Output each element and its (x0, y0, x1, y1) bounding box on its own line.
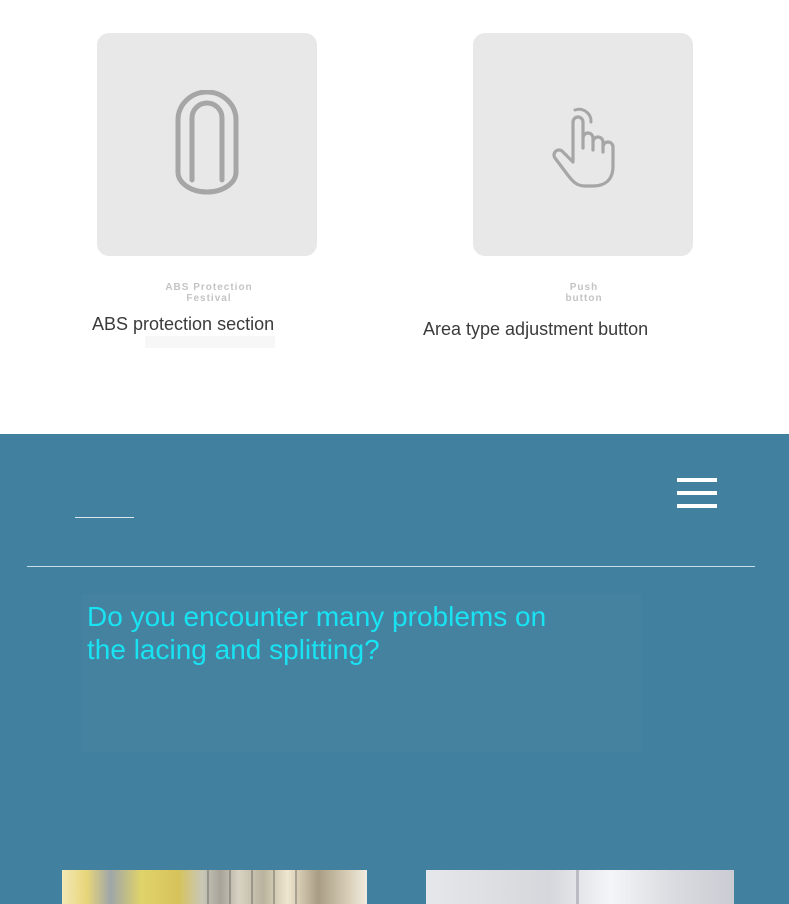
short-divider (75, 517, 134, 518)
feature-caption-abs: ABS protection section (92, 314, 275, 334)
long-divider (27, 566, 755, 567)
pointing-hand-icon (543, 100, 623, 190)
tiny-label-line: button (565, 293, 603, 304)
banner-section (0, 434, 789, 904)
feature-section (0, 0, 789, 434)
feature-tiny-label-abs (150, 282, 268, 304)
hamburger-menu-icon[interactable] (677, 478, 717, 510)
faint-underlay (145, 336, 275, 348)
feature-caption-button: Area type adjustment button (423, 319, 649, 339)
banner-headline (87, 600, 607, 666)
headline-line: the lacing and splitting? (87, 634, 380, 665)
paperclip-icon (172, 90, 242, 200)
photo-thumbnail-right (426, 870, 734, 904)
headline-line: Do you encounter many problems on (87, 601, 547, 632)
tiny-label-line: Push (569, 282, 599, 293)
feature-tiny-label-button (548, 282, 620, 304)
tiny-label-line: Festival (186, 293, 232, 304)
feature-card-abs (97, 33, 317, 256)
tiny-label-line: ABS Protection (165, 282, 253, 293)
feature-card-button (473, 33, 693, 256)
photo-thumbnail-left (62, 870, 367, 904)
